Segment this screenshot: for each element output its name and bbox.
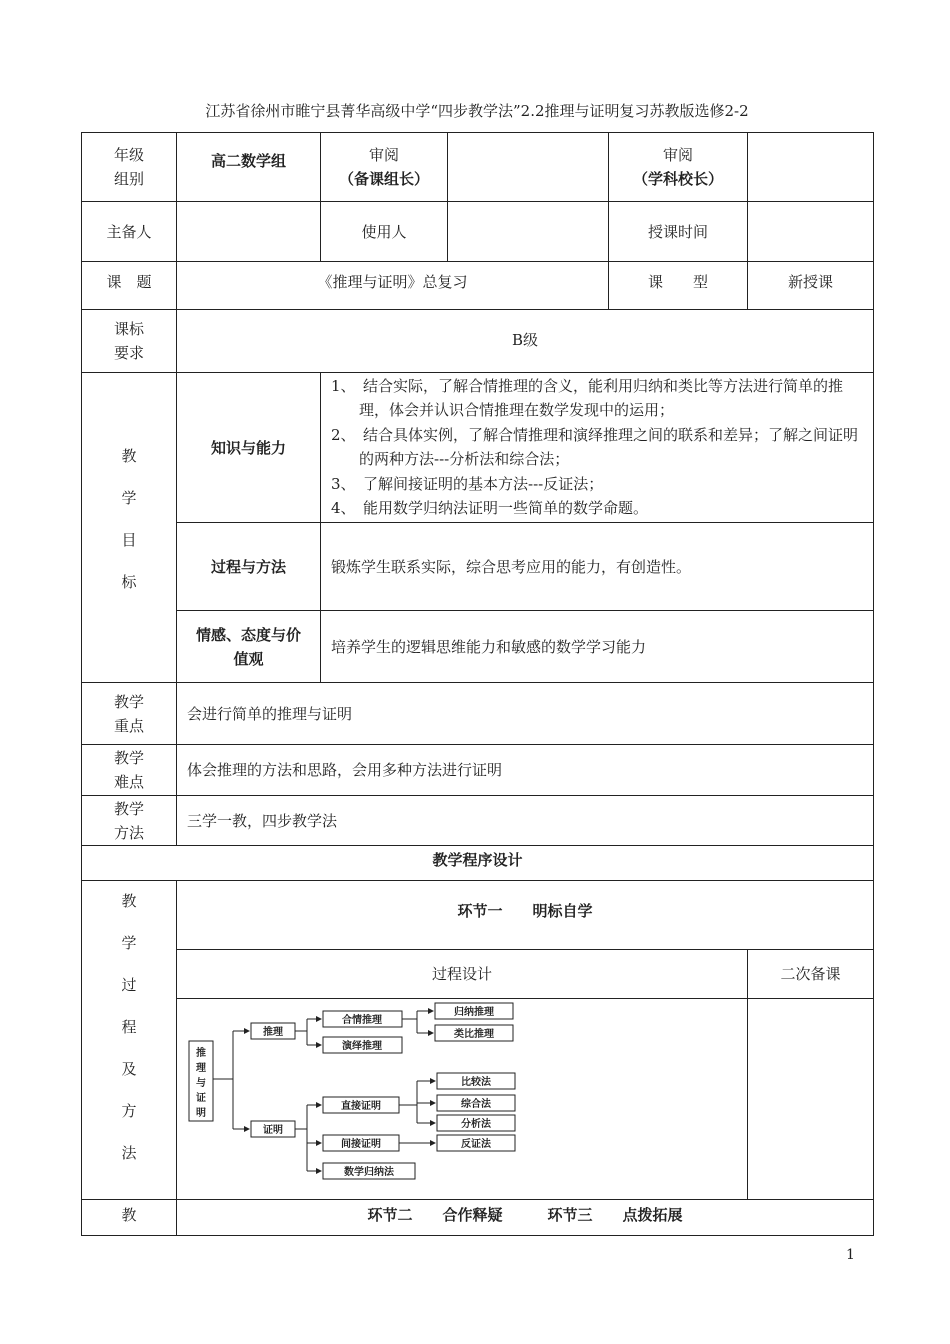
emotion-label: 情感、态度与价 值观 [177, 611, 321, 683]
diagram-label-comparison: 比较法 [461, 1077, 491, 1088]
objectives-label: 教 学 目 标 [82, 373, 177, 683]
focus-label: 教学 重点 [82, 683, 177, 745]
diagram-label-deductive: 演绎推理 [342, 1041, 382, 1052]
diagram-label-analogy: 类比推理 [454, 1029, 494, 1040]
last-row-label: 教 [82, 1200, 177, 1236]
review-principal-value [748, 133, 874, 202]
list-item: 2、 结合具体实例，了解合情推理和演绎推理之间的联系和差异；了解之间证明的两种方法---分析法和综合法； [331, 425, 859, 469]
difficulty-value: 体会推理的方法和思路，会用多种方法进行证明 [177, 745, 874, 796]
emotion-value: 培养学生的逻辑思维能力和敏感的数学学习能力 [321, 611, 874, 683]
diagram-label-synthesis: 综合法 [461, 1099, 491, 1110]
step1-title: 环节一 明标自学 [177, 881, 874, 950]
diagram-label-root-3: 与 [196, 1078, 206, 1089]
method-value: 三学一教，四步教学法 [177, 796, 874, 846]
standard-label: 课标 要求 [82, 310, 177, 373]
diagram-label-proof: 证明 [263, 1125, 283, 1136]
row-step1 [82, 881, 874, 950]
diagram-label-contradiction: 反证法 [461, 1139, 491, 1150]
design-section-title: 教学程序设计 [82, 846, 874, 881]
topic-label: 课 题 [82, 262, 177, 310]
group-value: 高二数学组 [177, 133, 321, 202]
diagram-label-induction: 归纳推理 [454, 1007, 494, 1018]
row-preparer [82, 202, 874, 262]
row-topic [82, 262, 874, 310]
preparer-label: 主备人 [82, 202, 177, 262]
knowledge-label: 知识与能力 [177, 373, 321, 523]
review-leader-cell: 审阅 （备课组长） [321, 133, 448, 202]
time-label: 授课时间 [609, 202, 748, 262]
row-difficulty [82, 745, 874, 796]
focus-value: 会进行简单的推理与证明 [177, 683, 874, 745]
preparer-value [177, 202, 321, 262]
step23-title: 环节二 合作释疑 环节三 点拨拓展 [177, 1200, 874, 1236]
concept-diagram-cell [177, 999, 748, 1200]
topic-value: 《推理与证明》总复习 [177, 262, 609, 310]
diagram-label-math-induction: 数学归纳法 [344, 1167, 394, 1178]
diagram-label-analysis: 分析法 [461, 1119, 491, 1130]
second-prep-header: 二次备课 [748, 950, 874, 999]
row-process [82, 523, 874, 611]
user-label: 使用人 [321, 202, 448, 262]
diagram-label-root-4: 证 [196, 1093, 206, 1104]
list-item: 3、 了解间接证明的基本方法---反证法； [331, 474, 604, 493]
review-principal-cell: 审阅 （学科校长） [609, 133, 748, 202]
row-grade-review [82, 133, 874, 202]
diagram-label-root-1: 推 [196, 1048, 206, 1059]
diagram-label-direct: 直接证明 [341, 1101, 381, 1112]
diagram-label-root-2: 理 [196, 1063, 206, 1074]
concept-diagram [177, 999, 667, 1199]
knowledge-value [321, 373, 874, 523]
second-prep-value [748, 999, 874, 1200]
process-design-header: 过程设计 [177, 950, 748, 999]
list-item: 4、 能用数学归纳法证明一些简单的数学命题。 [331, 499, 649, 518]
row-method [82, 796, 874, 846]
process-value: 锻炼学生联系实际，综合思考应用的能力，有创造性。 [321, 523, 874, 611]
row-step23 [82, 1200, 874, 1236]
grade-group-label: 年级 组别 [82, 133, 177, 202]
row-focus [82, 683, 874, 745]
difficulty-label: 教学 难点 [82, 745, 177, 796]
diagram-label-plausible: 合情推理 [342, 1015, 382, 1026]
row-design-headers [82, 950, 874, 999]
review-leader-value [448, 133, 609, 202]
diagram-label-indirect: 间接证明 [341, 1139, 381, 1150]
lesson-plan-table [81, 132, 874, 1236]
diagram-label-reasoning: 推理 [263, 1027, 283, 1038]
standard-value: B级 [177, 310, 874, 373]
document-title: 江苏省徐州市睢宁县菁华高级中学“四步教学法”2.2推理与证明复习苏教版选修2-2 [205, 102, 749, 120]
page-number: 1 [846, 1247, 855, 1263]
user-value [448, 202, 609, 262]
process-label: 过程与方法 [177, 523, 321, 611]
type-label: 课 型 [609, 262, 748, 310]
row-diagram [82, 999, 874, 1200]
time-value [748, 202, 874, 262]
knowledge-list [321, 374, 873, 521]
type-value: 新授课 [748, 262, 874, 310]
row-knowledge [82, 373, 874, 523]
list-item: 1、 结合实际，了解合情推理的含义，能利用归纳和类比等方法进行简单的推理，体会并认识合情推理在数学发现中的运用； [331, 377, 844, 420]
row-standard [82, 310, 874, 373]
method-label: 教学 方法 [82, 796, 177, 846]
row-design-title [82, 846, 874, 881]
process-vertical-label: 教 学 过 程 及 方 法 [82, 881, 177, 1200]
diagram-label-root-5: 明 [196, 1108, 206, 1119]
row-emotion [82, 611, 874, 683]
